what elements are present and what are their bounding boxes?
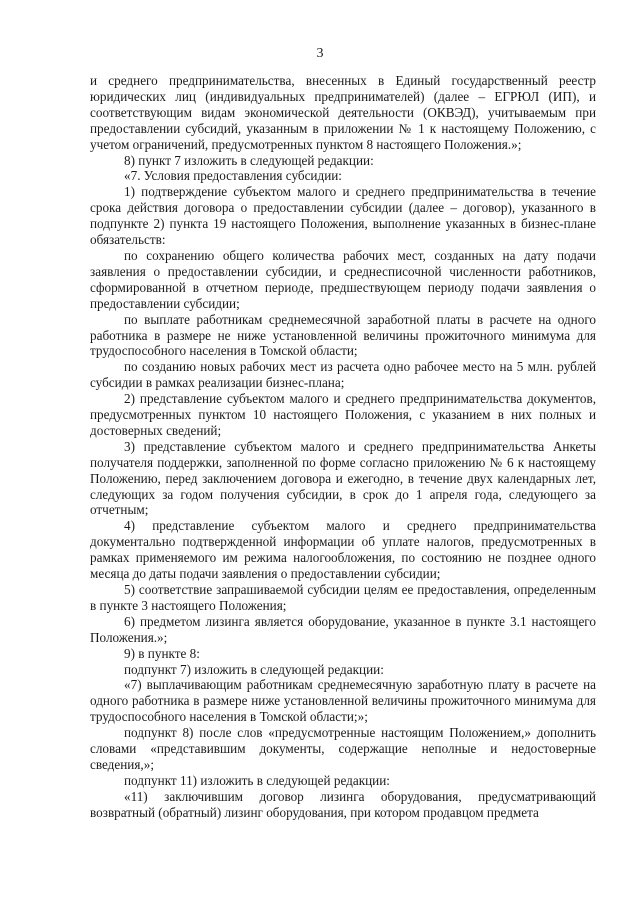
document-body: [90, 73, 596, 821]
paragraph: по созданию новых рабочих мест из расчета одно рабочее место на 5 млн. рублей субсидии в рамках реализации бизнес-плана;: [90, 359, 596, 391]
paragraph: 2) представление субъектом малого и среднего предпринимательства документов, предусмотренных пунктом 10 настоящего Положения, с указанием в них полных и достоверных сведений;: [90, 391, 596, 438]
paragraph: 5) соответствие запрашиваемой субсидии целям ее предоставления, определенным в пункте 3 настоящего Положения;: [90, 582, 596, 613]
paragraph: 9) в пункте 8:: [124, 645, 200, 661]
paragraph: подпункт 7) изложить в следующей редакции:: [124, 661, 384, 677]
paragraph: подпункт 11) изложить в следующей редакции:: [124, 772, 390, 788]
paragraph: по сохранению общего количества рабочих мест, созданных на дату подачи заявления о предоставлении субсидии, и среднесписочной численности работников, сформированной в отчетном периоде, предшествующем периоду подачи заявления о предоставлении субсидии;: [90, 247, 596, 311]
paragraph: 1) подтверждение субъектом малого и среднего предпринимательства в течение срока действия договора о предоставлении субсидии (далее – договор), указанного в подпункте 2) пункта 19 настоящего Положения, выполнение указанных в бизнес-плане обязательств:: [90, 184, 596, 248]
paragraph: «11) заключившим договор лизинга оборудования, предусматривающий возвратный (обратный) лизинг оборудования, при котором продавцом предмета: [90, 788, 596, 820]
paragraph: 6) предметом лизинга является оборудование, указанное в пункте 3.1 настоящего Положения.»;: [90, 613, 596, 645]
page-number: 3: [316, 46, 324, 61]
paragraph: 4) представление субъектом малого и среднего предпринимательства документально подтвержденной информации об уплате налогов, предусмотренных в рамках применяемого им режима налогообложения, по состоянию не позднее одного месяца до даты подачи заявления о предоставлении субсидии;: [90, 518, 596, 582]
paragraph: и среднего предпринимательства, внесенных в Единый государственный реестр юридических лиц (индивидуальных предпринимателей) (далее – ЕГРЮЛ (ИП), и соответствующим видам экономической деятельности (ОКВЭД), учитываемым при предоставлении субсидий, указанным в приложении № 1 к настоящему Положению, с учетом ограничений, предусмотренных пунктом 8 настоящего Положения.»;: [90, 73, 596, 152]
paragraph: «7. Условия предоставления субсидии:: [124, 168, 342, 184]
paragraph: 3) представление субъектом малого и среднего предпринимательства Анкеты получателя поддержки, заполненной по форме согласно приложению № 6 к настоящему Положению, перед заключением договора и ежегодно, в течение двух календарных лет, следующих за годом получения субсидии, в срок до 1 апреля года, следующего за отчетным;: [90, 438, 596, 518]
paragraph: по выплате работникам среднемесячной заработной платы в расчете на одного работника в размере не ниже установленной величины прожиточного минимума для трудоспособного населения в Томской области;: [90, 311, 596, 359]
paragraph: «7) выплачивающим работникам среднемесячную заработную плату в расчете на одного работника в размере ниже установленной величины прожиточного минимума для трудоспособного населения в Томской области;»;: [90, 677, 596, 725]
paragraph: 8) пункт 7 изложить в следующей редакции:: [124, 152, 374, 168]
paragraph: подпункт 8) после слов «предусмотренные настоящим Положением,» дополнить словами «представившим документы, содержащие неполные и недостоверные сведения,»;: [90, 725, 596, 772]
